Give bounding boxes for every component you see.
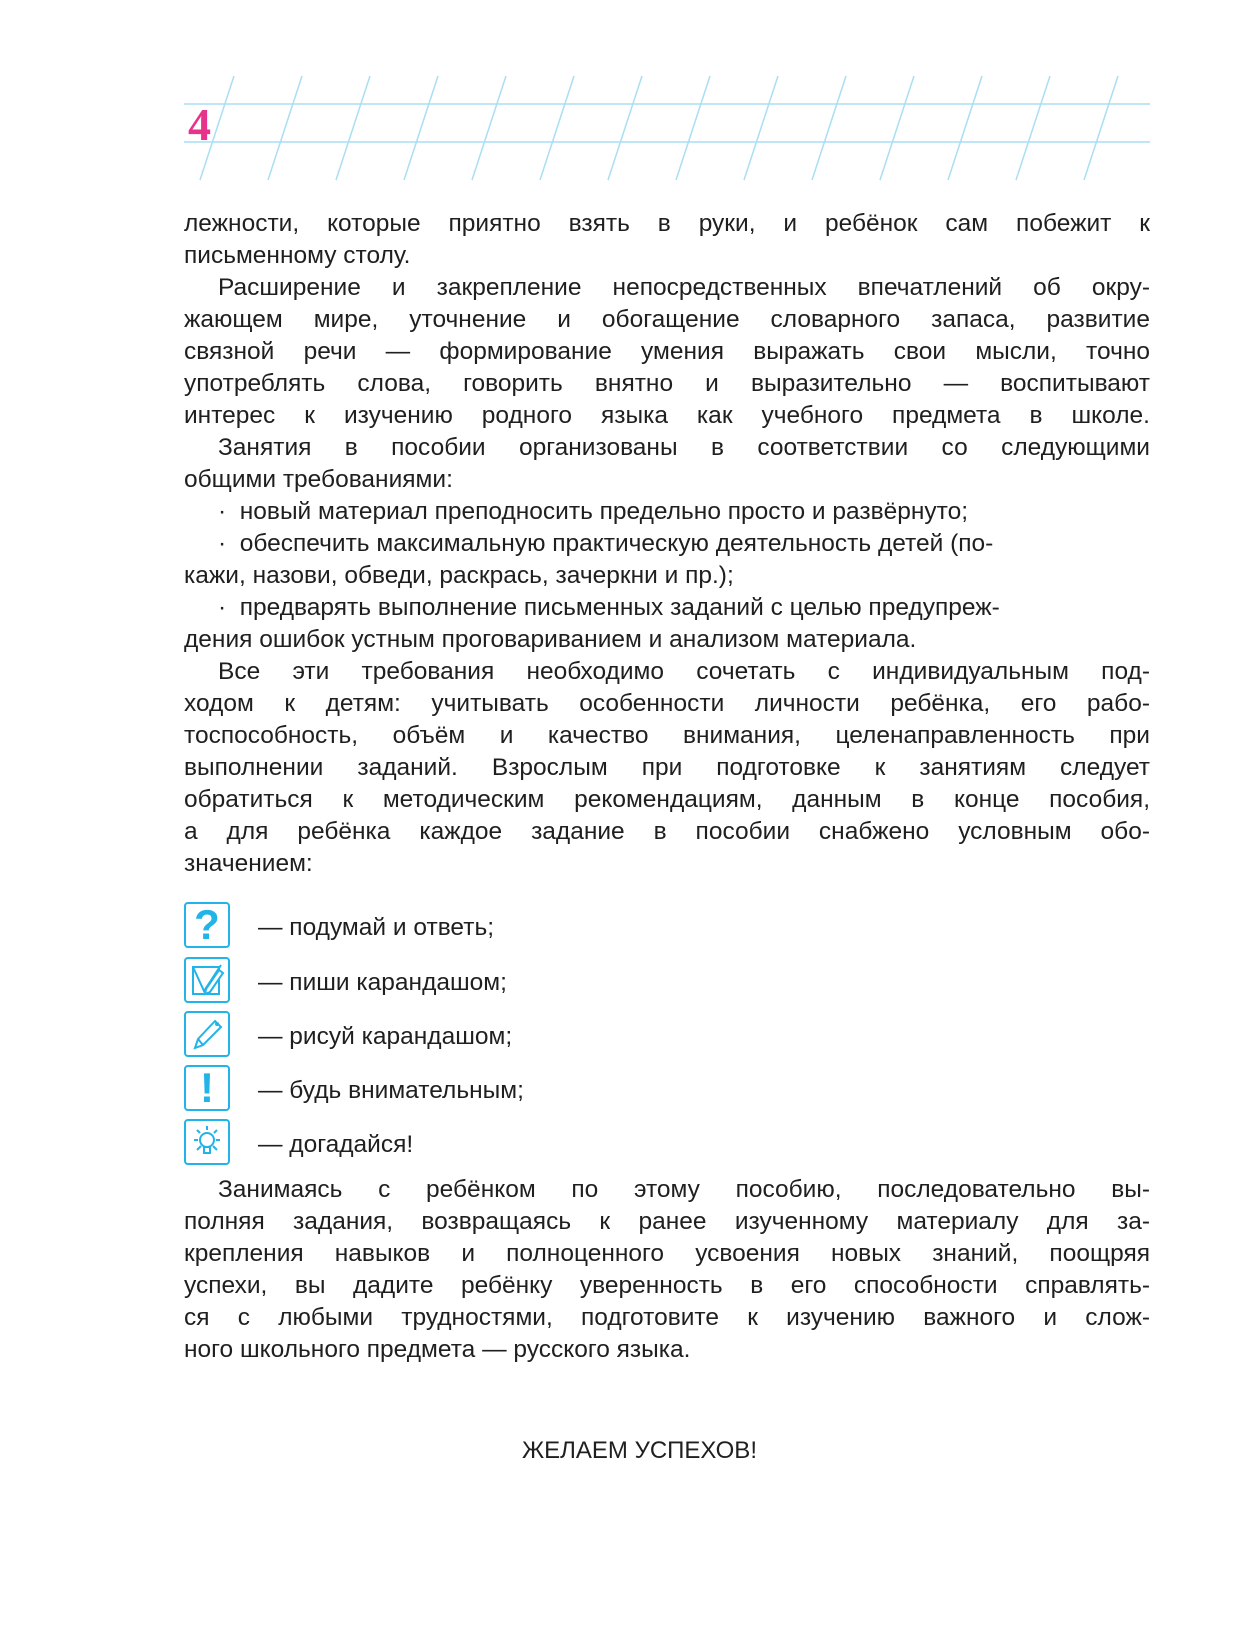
legend-item-guess xyxy=(184,1119,784,1171)
exclamation-glyph: ! xyxy=(200,1064,214,1111)
bullet-line xyxy=(184,592,1150,624)
writing-pencil-icon xyxy=(184,957,230,1003)
text-line: интерес к изучению родного языка как учебного предмета в школе. xyxy=(184,402,1150,429)
text-line: жающем мире, уточнение и обогащение словарного запаса, развитие xyxy=(184,306,1150,333)
legend-item-attention xyxy=(184,1065,784,1117)
guide-slant-line xyxy=(336,76,370,180)
paragraph-5 xyxy=(184,1174,1150,1366)
legend-label: — подумай и ответь; xyxy=(258,914,495,941)
bullet-3 xyxy=(184,592,1150,656)
lightbulb-icon xyxy=(184,1119,230,1165)
text-line: крепления навыков и полноценного усвоения новых знаний, поощряя xyxy=(184,1240,1150,1267)
legend-item-question xyxy=(184,902,784,954)
text-line: общими требованиями: xyxy=(184,466,453,493)
paragraph-2 xyxy=(184,272,1150,432)
text-line: Занимаясь с ребёнком по этому пособию, последовательно вы- xyxy=(218,1176,1150,1203)
legend-label: — догадайся! xyxy=(258,1131,414,1158)
text-line: кажи, назови, обведи, раскрась, зачеркни и пр.); xyxy=(184,562,734,589)
guide-slant-line xyxy=(880,76,914,180)
text-line: Расширение и закрепление непосредственных впечатлений об окру- xyxy=(218,274,1150,301)
farewell-text: ЖЕЛАЕМ УСПЕХОВ! xyxy=(522,1437,757,1464)
bullet-dot: · xyxy=(218,498,240,525)
body-text xyxy=(184,208,1150,880)
bullet-2 xyxy=(184,528,1150,592)
legend-item-write xyxy=(184,957,784,1009)
text-line: употреблять слова, говорить внятно и выразительно — воспитывают xyxy=(184,370,1150,397)
text-line: дения ошибок устным проговариванием и анализом материала. xyxy=(184,626,917,653)
guide-slant-line xyxy=(540,76,574,180)
guide-slant-line xyxy=(268,76,302,180)
legend-label: — пиши карандашом; xyxy=(258,969,507,996)
paragraph-4 xyxy=(184,656,1150,880)
handwriting-guide-lines xyxy=(0,0,1233,200)
paragraph-1 xyxy=(184,208,1150,272)
bullet-line xyxy=(184,496,1150,528)
paragraph-3 xyxy=(184,432,1150,496)
writing-pencil-glyph xyxy=(188,961,226,999)
bullet-line xyxy=(184,528,1150,560)
legend-label: — будь внимательным; xyxy=(258,1077,524,1104)
bullet-1 xyxy=(184,496,1150,528)
guide-slant-line xyxy=(404,76,438,180)
guide-slant-line xyxy=(1016,76,1050,180)
text-line: обратиться к методическим рекомендациям, данным в конце пособия, xyxy=(184,786,1150,813)
text-line: успехи, вы дадите ребёнку уверенность в его способности справлять- xyxy=(184,1272,1150,1299)
text-line: а для ребёнка каждое задание в пособии снабжено условным обо- xyxy=(184,818,1150,845)
text-line: лежности, которые приятно взять в руки, и ребёнок сам побежит к xyxy=(184,210,1150,237)
guide-slant-line xyxy=(676,76,710,180)
text-line: Занятия в пособии организованы в соответствии со следующими xyxy=(218,434,1150,461)
text-line: ного школьного предмета — русского языка. xyxy=(184,1336,691,1363)
text-line: значением: xyxy=(184,850,313,877)
drawing-pencil-icon xyxy=(184,1011,230,1057)
drawing-pencil-glyph xyxy=(188,1015,226,1053)
text-line: выполнении заданий. Взрослым при подготовке к занятиям следует xyxy=(184,754,1150,781)
closing-text xyxy=(184,1174,1150,1366)
exclamation-icon xyxy=(184,1065,230,1111)
text-line: ся с любыми трудностями, подготовите к изучению важного и слож- xyxy=(184,1304,1150,1331)
text-line: письменному столу. xyxy=(184,242,411,269)
bullet-text: новый материал преподносить предельно просто и развёрнуто; xyxy=(239,498,969,525)
guide-slant-line xyxy=(1084,76,1118,180)
legend-item-draw xyxy=(184,1011,784,1063)
text-line: ходом к детям: учитывать особенности личности ребёнка, его рабо- xyxy=(184,690,1150,717)
text-line: полняя задания, возвращаясь к ранее изученному материалу для за- xyxy=(184,1208,1150,1235)
text-line: Все эти требования необходимо сочетать с индивидуальным под- xyxy=(218,658,1150,685)
text-line: связной речи — формирование умения выражать свои мысли, точно xyxy=(184,338,1150,365)
guide-slant-line xyxy=(608,76,642,180)
guide-slant-line xyxy=(812,76,846,180)
text-line: тоспособность, объём и качество внимания, целенаправленность при xyxy=(184,722,1150,749)
legend-label: — рисуй карандашом; xyxy=(258,1023,513,1050)
lightbulb-glyph xyxy=(188,1123,226,1161)
bullet-dot: · xyxy=(218,594,240,621)
bullet-dot: · xyxy=(218,530,240,557)
guide-slant-line xyxy=(472,76,506,180)
guide-slant-line xyxy=(744,76,778,180)
bullet-text: обеспечить максимальную практическую деятельность детей (по- xyxy=(239,530,994,557)
guide-slant-line xyxy=(948,76,982,180)
question-glyph: ? xyxy=(194,901,220,948)
page-number: 4 xyxy=(188,99,211,150)
question-icon xyxy=(184,902,230,948)
bullet-text: предварять выполнение письменных заданий с целью предупреж- xyxy=(239,594,1000,621)
